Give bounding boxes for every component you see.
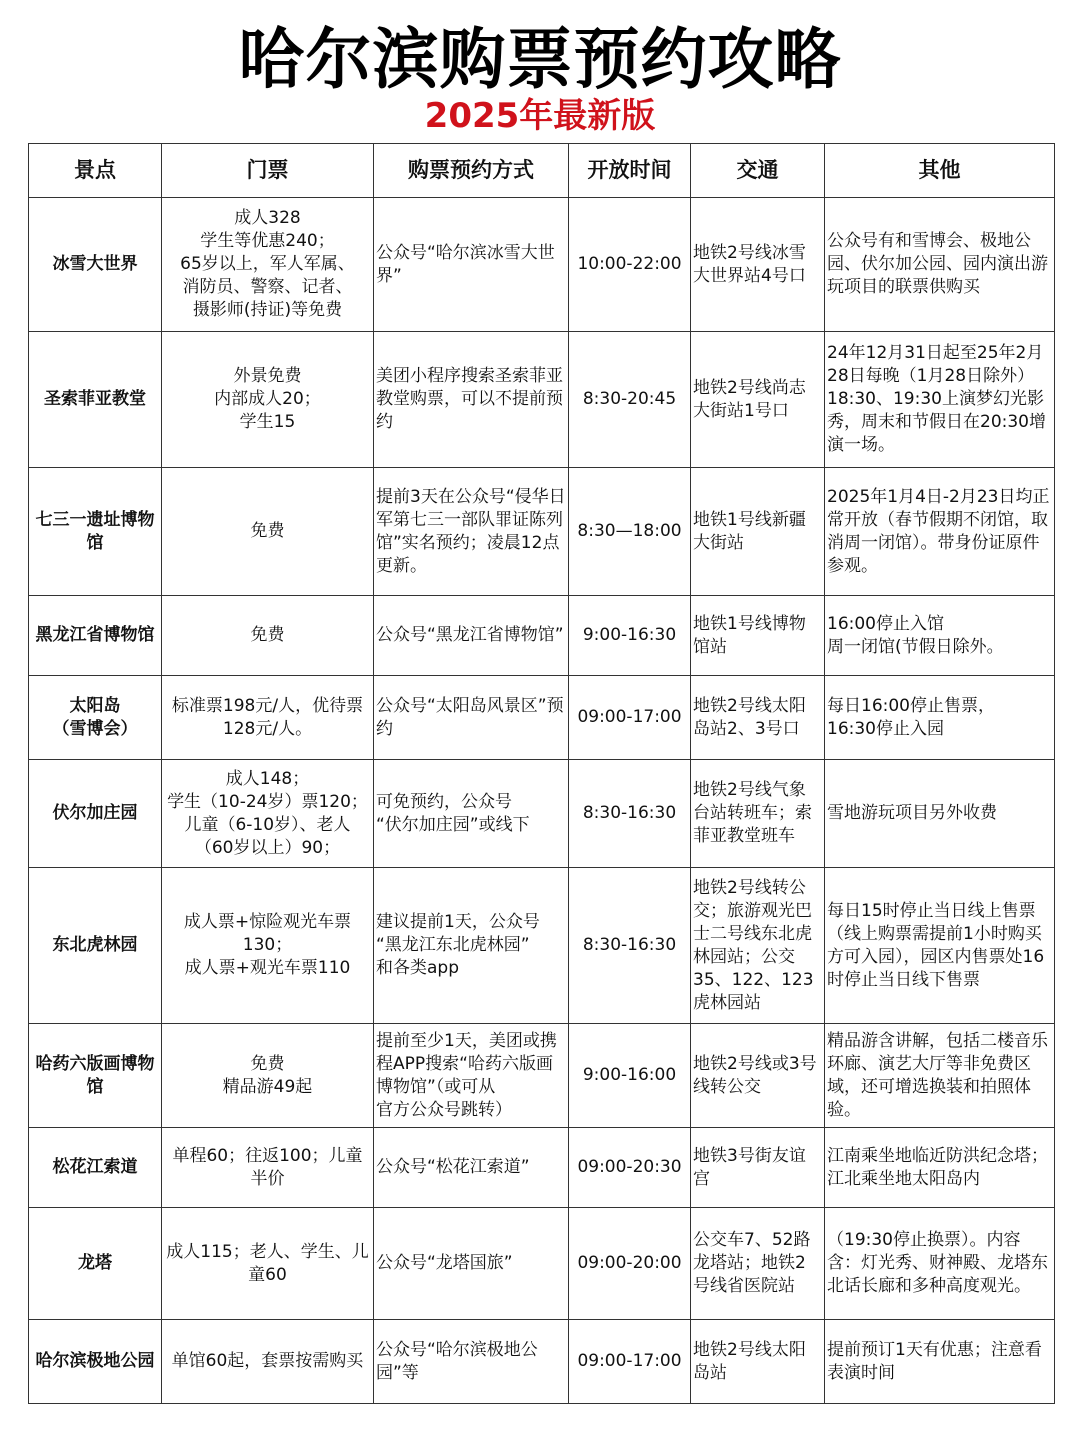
cell-ticket: 外景免费 内部成人20； 学生15 xyxy=(162,332,374,468)
header-booking-method: 购票预约方式 xyxy=(374,144,569,198)
ticket-guide-table xyxy=(28,143,1055,1404)
cell-opening-hours: 09:00-20:30 xyxy=(569,1128,691,1208)
cell-other: （19:30停止换票）。内容含：灯光秀、财神殿、龙塔东北话长廊和多种高度观光。 xyxy=(825,1208,1055,1320)
cell-attraction: 圣索菲亚教堂 xyxy=(29,332,162,468)
cell-booking-method: 公众号“哈尔滨冰雪大世界” xyxy=(374,198,569,332)
table-row xyxy=(29,676,1055,760)
cell-attraction: 东北虎林园 xyxy=(29,868,162,1024)
table-body xyxy=(29,198,1055,1404)
cell-booking-method: 公众号“龙塔国旅” xyxy=(374,1208,569,1320)
header-other: 其他 xyxy=(825,144,1055,198)
cell-opening-hours: 09:00-17:00 xyxy=(569,676,691,760)
table-row xyxy=(29,868,1055,1024)
cell-other: 精品游含讲解，包括二楼音乐环廊、演艺大厅等非免费区域，还可增选换装和拍照体验。 xyxy=(825,1024,1055,1128)
cell-booking-method: 美团小程序搜索圣索菲亚教堂购票，可以不提前预约 xyxy=(374,332,569,468)
cell-ticket: 成人328 学生等优惠240； 65岁以上，军人军属、 消防员、警察、记者、 摄影师(持证)等免费 xyxy=(162,198,374,332)
cell-attraction: 哈药六版画博物馆 xyxy=(29,1024,162,1128)
cell-booking-method: 公众号“哈尔滨极地公园”等 xyxy=(374,1320,569,1404)
header-transport: 交通 xyxy=(691,144,825,198)
page-title: 哈尔滨购票预约攻略 xyxy=(238,21,842,98)
cell-ticket: 成人115；老人、学生、儿童60 xyxy=(162,1208,374,1320)
table-row xyxy=(29,332,1055,468)
cell-other: 24年12月31日起至25年2月28日每晚（1月28日除外）18:30、19:30上演梦幻光影秀，周末和节假日在20:30增演一场。 xyxy=(825,332,1055,468)
cell-booking-method: 公众号“松花江索道” xyxy=(374,1128,569,1208)
cell-transport: 地铁2号线或3号线转公交 xyxy=(691,1024,825,1128)
cell-opening-hours: 8:30-16:30 xyxy=(569,760,691,868)
cell-other: 2025年1月4日-2月23日均正常开放（春节假期不闭馆，取消周一闭馆）。带身份证原件参观。 xyxy=(825,468,1055,596)
cell-ticket: 标准票198元/人，优待票128元/人。 xyxy=(162,676,374,760)
table-row xyxy=(29,1208,1055,1320)
header-ticket: 门票 xyxy=(162,144,374,198)
cell-attraction: 松花江索道 xyxy=(29,1128,162,1208)
cell-ticket: 成人票+惊险观光车票 130； 成人票+观光车票110 xyxy=(162,868,374,1024)
cell-transport: 地铁2号线太阳岛站 xyxy=(691,1320,825,1404)
table-header-row xyxy=(29,144,1055,198)
cell-opening-hours: 10:00-22:00 xyxy=(569,198,691,332)
table-row xyxy=(29,596,1055,676)
cell-ticket: 免费 xyxy=(162,468,374,596)
cell-other: 每日15时停止当日线上售票（线上购票需提前1小时购买方可入园），园区内售票处16时停止当日线下售票 xyxy=(825,868,1055,1024)
cell-opening-hours: 09:00-17:00 xyxy=(569,1320,691,1404)
cell-other: 16:00停止入馆 周一闭馆(节假日除外。 xyxy=(825,596,1055,676)
cell-other: 提前预订1天有优惠；注意看表演时间 xyxy=(825,1320,1055,1404)
cell-opening-hours: 9:00-16:30 xyxy=(569,596,691,676)
cell-attraction: 七三一遗址博物馆 xyxy=(29,468,162,596)
cell-other: 江南乘坐地临近防洪纪念塔；江北乘坐地太阳岛内 xyxy=(825,1128,1055,1208)
cell-opening-hours: 8:30-16:30 xyxy=(569,868,691,1024)
cell-opening-hours: 09:00-20:00 xyxy=(569,1208,691,1320)
table-row xyxy=(29,468,1055,596)
table-row xyxy=(29,1320,1055,1404)
cell-attraction: 黑龙江省博物馆 xyxy=(29,596,162,676)
cell-booking-method: 公众号“黑龙江省博物馆” xyxy=(374,596,569,676)
cell-transport: 地铁2号线气象台站转班车；索菲亚教堂班车 xyxy=(691,760,825,868)
cell-attraction: 伏尔加庄园 xyxy=(29,760,162,868)
cell-transport: 地铁3号街友谊宫 xyxy=(691,1128,825,1208)
cell-transport: 公交车7、52路龙塔站；地铁2号线省医院站 xyxy=(691,1208,825,1320)
cell-booking-method: 可免预约，公众号 “伏尔加庄园”或线下 xyxy=(374,760,569,868)
cell-booking-method: 建议提前1天，公众号 “黑龙江东北虎林园” 和各类app xyxy=(374,868,569,1024)
table-row xyxy=(29,1128,1055,1208)
cell-transport: 地铁1号线博物馆站 xyxy=(691,596,825,676)
cell-transport: 地铁1号线新疆大街站 xyxy=(691,468,825,596)
cell-ticket: 成人148； 学生（10-24岁）票120； 儿童（6-10岁）、老人 （60岁以上）90； xyxy=(162,760,374,868)
table-row xyxy=(29,1024,1055,1128)
header-attraction: 景点 xyxy=(29,144,162,198)
cell-transport: 地铁2号线太阳岛站2、3号口 xyxy=(691,676,825,760)
header-opening-hours: 开放时间 xyxy=(569,144,691,198)
cell-ticket: 免费 精品游49起 xyxy=(162,1024,374,1128)
cell-attraction: 龙塔 xyxy=(29,1208,162,1320)
cell-ticket: 免费 xyxy=(162,596,374,676)
cell-attraction: 哈尔滨极地公园 xyxy=(29,1320,162,1404)
cell-other: 公众号有和雪博会、极地公园、伏尔加公园、园内演出游玩项目的联票供购买 xyxy=(825,198,1055,332)
cell-attraction: 太阳岛 （雪博会） xyxy=(29,676,162,760)
cell-booking-method: 公众号“太阳岛风景区”预约 xyxy=(374,676,569,760)
cell-booking-method: 提前至少1天，美团或携程APP搜索“哈药六版画博物馆”（或可从 官方公众号跳转） xyxy=(374,1024,569,1128)
cell-attraction: 冰雪大世界 xyxy=(29,198,162,332)
cell-transport: 地铁2号线尚志大街站1号口 xyxy=(691,332,825,468)
cell-transport: 地铁2号线冰雪大世界站4号口 xyxy=(691,198,825,332)
cell-booking-method: 提前3天在公众号“侵华日军第七三一部队罪证陈列馆”实名预约；凌晨12点更新。 xyxy=(374,468,569,596)
table-row xyxy=(29,760,1055,868)
cell-transport: 地铁2号线转公交；旅游观光巴士二号线东北虎林园站；公交35、122、123虎林园站 xyxy=(691,868,825,1024)
cell-ticket: 单程60；往返100；儿童半价 xyxy=(162,1128,374,1208)
page-subtitle: 2025年最新版 xyxy=(424,96,656,136)
cell-opening-hours: 8:30—18:00 xyxy=(569,468,691,596)
cell-other: 每日16:00停止售票， 16:30停止入园 xyxy=(825,676,1055,760)
cell-ticket: 单馆60起，套票按需购买 xyxy=(162,1320,374,1404)
table-row xyxy=(29,198,1055,332)
cell-other: 雪地游玩项目另外收费 xyxy=(825,760,1055,868)
cell-opening-hours: 8:30-20:45 xyxy=(569,332,691,468)
cell-opening-hours: 9:00-16:00 xyxy=(569,1024,691,1128)
